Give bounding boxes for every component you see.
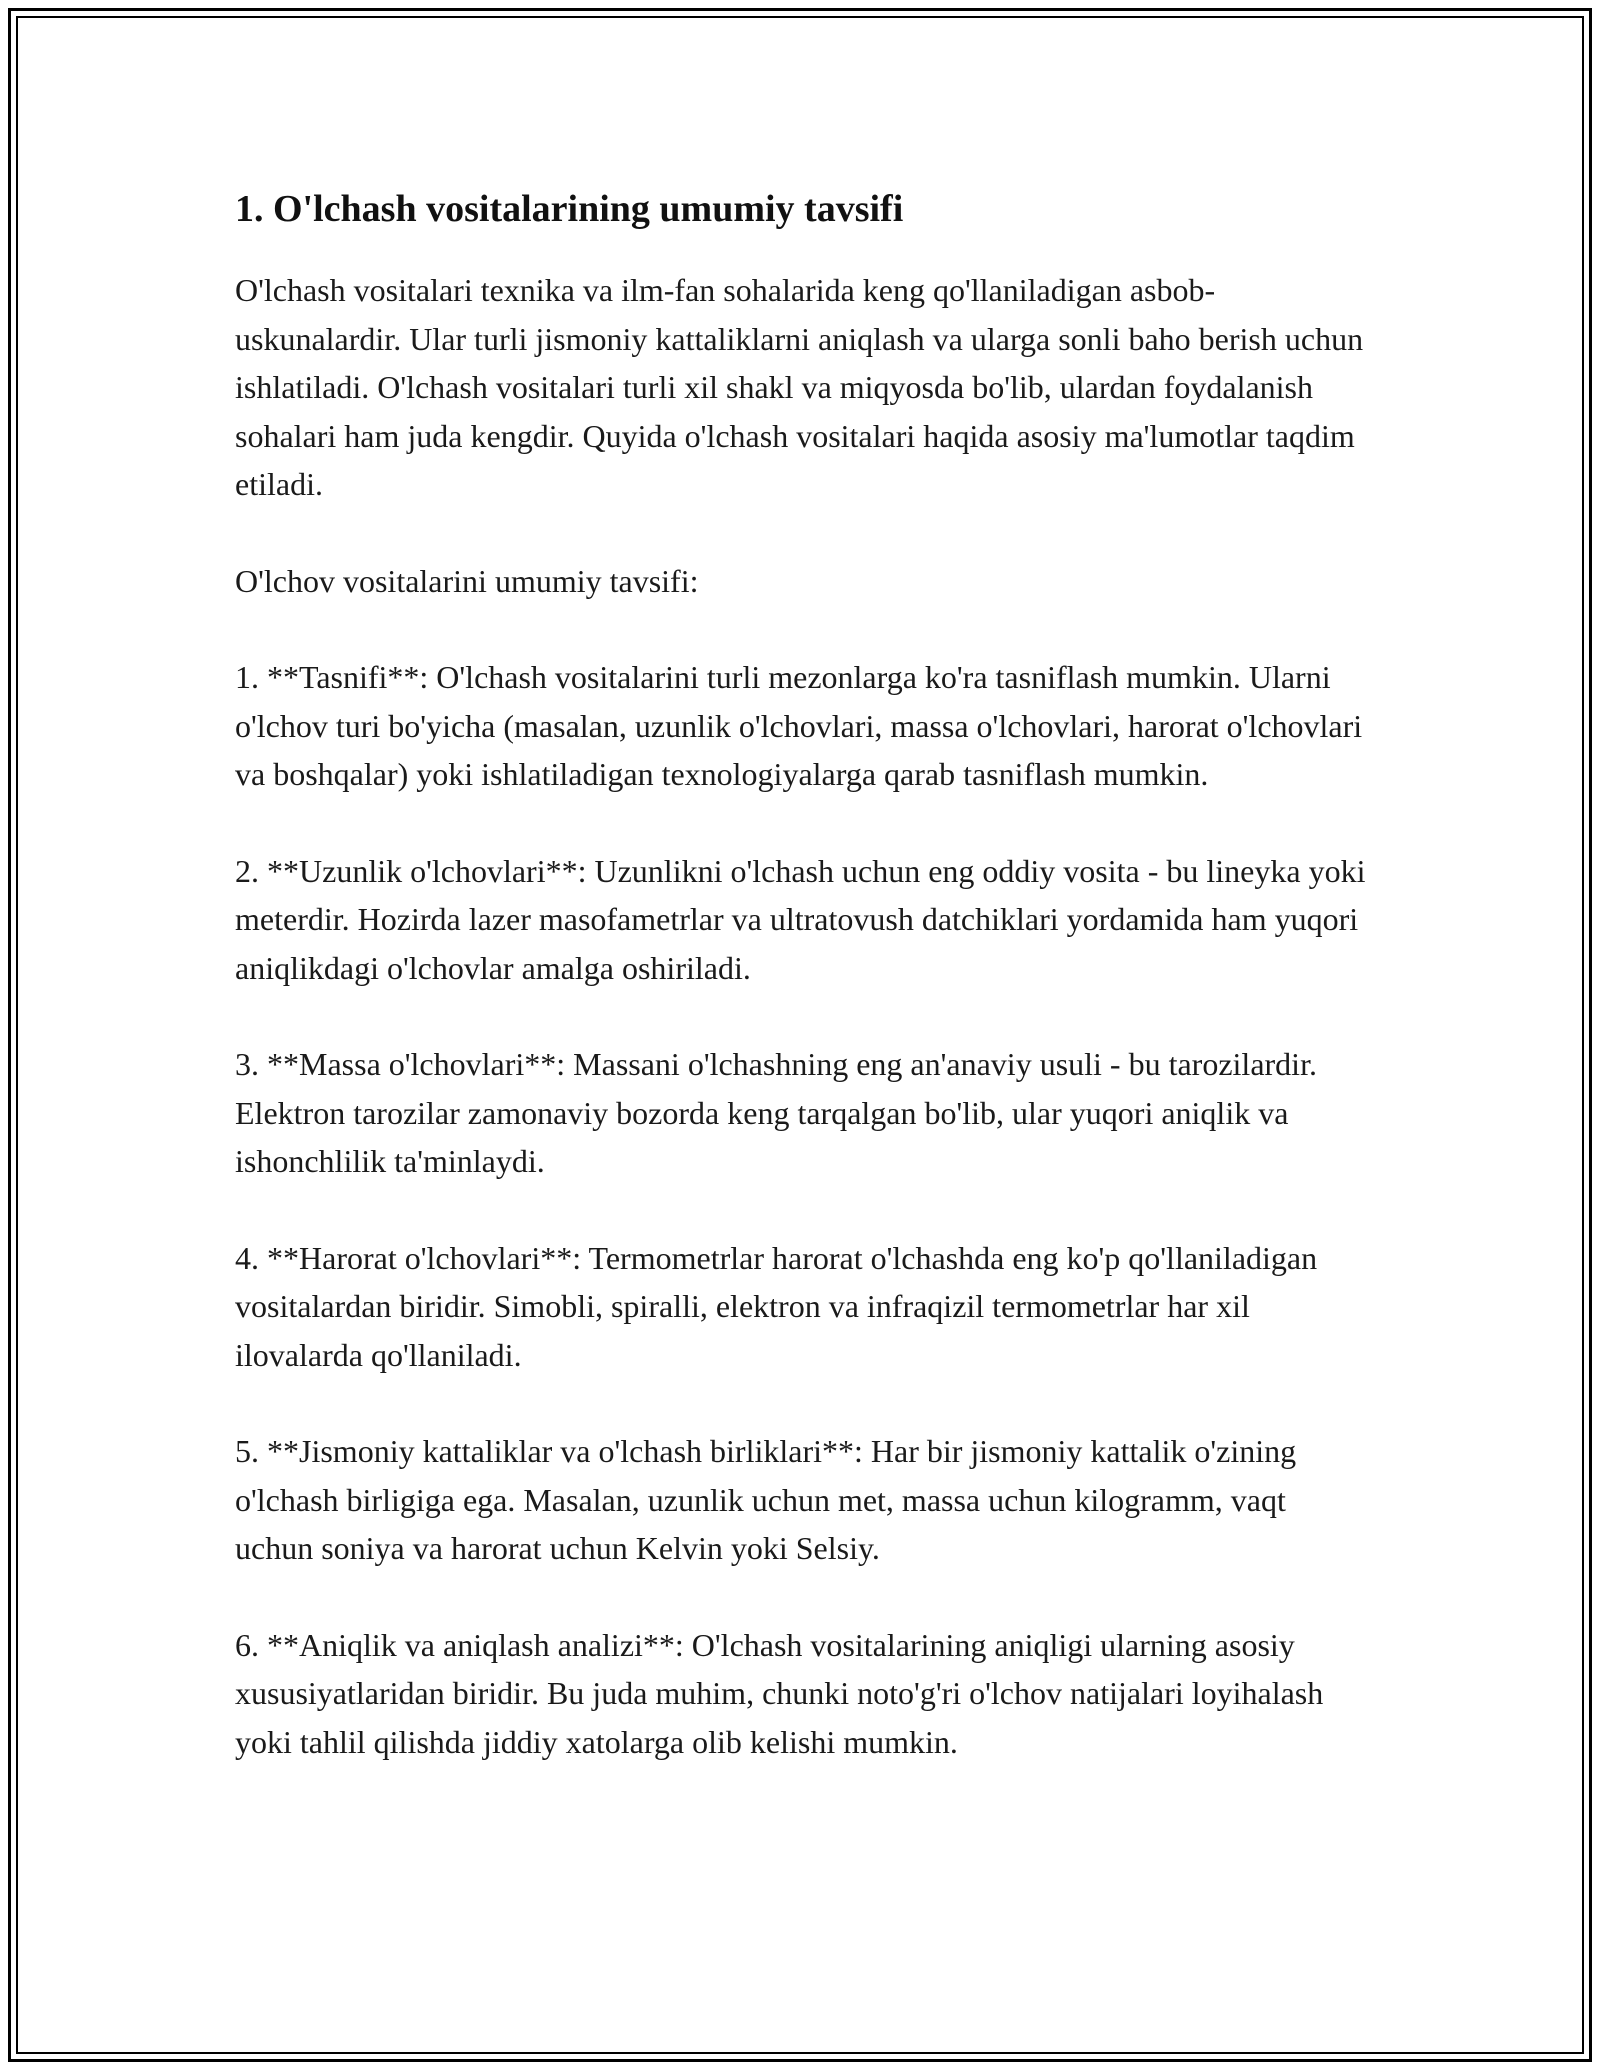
section-lead-paragraph: O'lchov vositalarini umumiy tavsifi:	[235, 562, 699, 599]
intro-paragraph: O'lchash vositalari texnika va ilm-fan sohalarida keng qo'llaniladigan asbob-uskunalardir. Ular turli jismoniy kattaliklarni aniqlash va ularga sonli baho berish uchun ishlatiladi. O'lchash vositalari turli xil shakl va miqyosda bo'lib, ulardan foydalanish sohalari ham juda kengdir. Quyida o'lchash vositalari haqida asosiy ma'lumotlar taqdim etiladi.	[235, 272, 1364, 502]
list-item-length-measurements: 2. **Uzunlik o'lchovlari**: Uzunlikni o'lchash uchun eng oddiy vosita - bu lineyka yoki meterdir. Hozirda lazer masofametrlar va ultratovush datchiklari yordamida ham yuqori aniqlikdagi o'lchovlar amalga oshiriladi.	[235, 852, 1366, 986]
document-body	[235, 186, 1370, 1766]
list-item-physical-quantities-units: 5. **Jismoniy kattaliklar va o'lchash birliklari**: Har bir jismoniy kattalik o'zining o'lchash birligiga ega. Masalan, uzunlik uchun met, massa uchun kilogramm, vaqt uchun soniya va harorat uchun Kelvin yoki Selsiy.	[235, 1433, 1297, 1566]
list-item-temperature-measurements: 4. **Harorat o'lchovlari**: Termometrlar harorat o'lchashda eng ko'p qo'llaniladigan vositalardan biridir. Simobli, spiralli, elektron va infraqizil termometrlar har xil ilovalarda qo'llaniladi.	[235, 1239, 1318, 1373]
list-item-classification: 1. **Tasnifi**: O'lchash vositalarini turli mezonlarga ko'ra tasniflash mumkin. Ularni o'lchov turi bo'yicha (masalan, uzunlik o'lchovlari, massa o'lchovlari, harorat o'lchovlari va boshqalar) yoki ishlatiladigan texnologiyalarga qarab tasniflash mumkin.	[235, 659, 1363, 792]
document-title: 1. O'lchash vositalarining umumiy tavsifi	[235, 188, 904, 230]
list-item-accuracy-analysis: 6. **Aniqlik va aniqlash analizi**: O'lchash vositalarining aniqligi ularning asosiy xususiyatlaridan biridir. Bu juda muhim, chunki noto'g'ri o'lchov natijalari loyihalash yoki tahlil qilishda jiddiy xatolarga olib kelishi mumkin.	[235, 1626, 1324, 1760]
list-item-mass-measurements: 3. **Massa o'lchovlari**: Massani o'lchashning eng an'anaviy usuli - bu tarozilardir. Elektron tarozilar zamonaviy bozorda keng tarqalgan bo'lib, ular yuqori aniqlik va ishonchlilik ta'minlaydi.	[235, 1046, 1317, 1179]
